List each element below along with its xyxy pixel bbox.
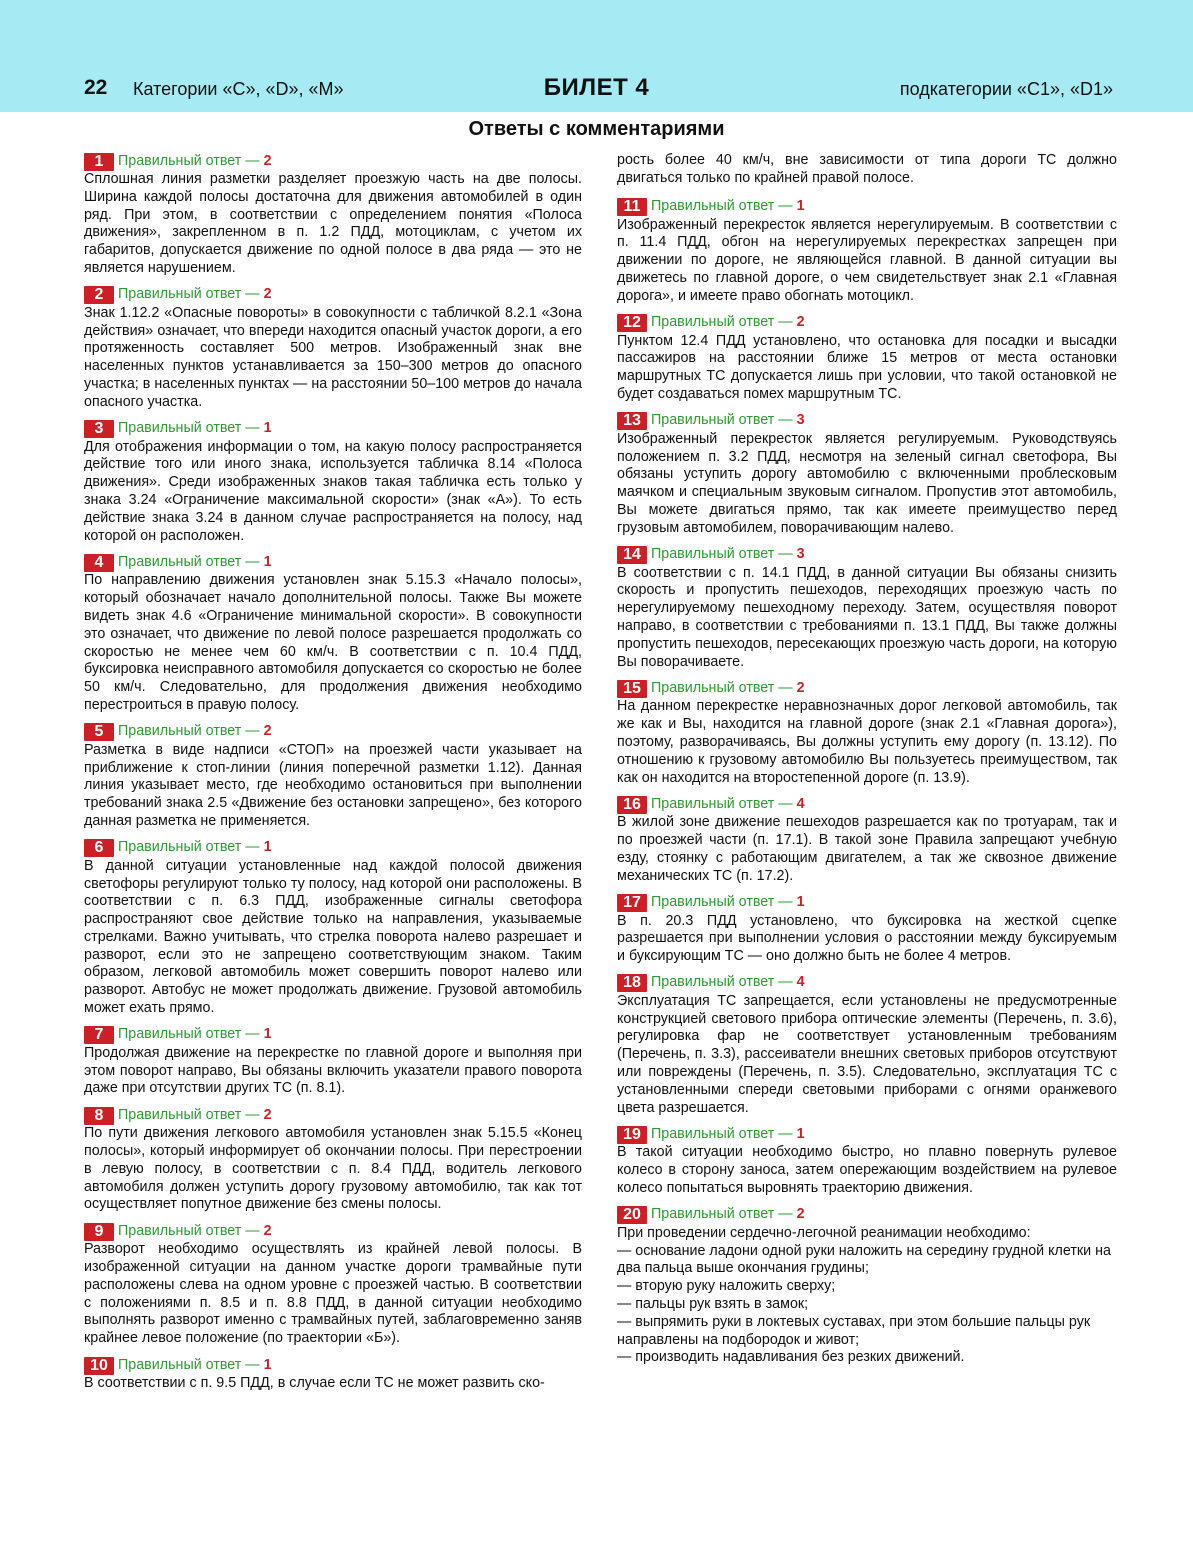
answer-label: Правильный ответ — bbox=[118, 723, 260, 740]
answer-item bbox=[617, 1206, 1117, 1367]
answer-comment: В соответствии с п. 9.5 ПДД, в случае если ТС не может развить ско- bbox=[84, 1375, 545, 1392]
question-number-badge: 16 bbox=[617, 796, 647, 814]
answer-item bbox=[84, 723, 582, 831]
question-number-badge: 9 bbox=[84, 1223, 114, 1241]
answer-label: Правильный ответ — bbox=[118, 839, 260, 856]
right-column bbox=[617, 152, 1117, 1375]
answer-value: 2 bbox=[263, 723, 272, 740]
answer-label: Правильный ответ — bbox=[651, 412, 793, 429]
question-number-badge: 2 bbox=[84, 286, 114, 304]
answer-comment: В данной ситуации установленные над каждой полосой движения светофоры регулируют только ту полосу, над которой они расположены. В соответствии с п. 6.3 ПДД, изображенные сигналы светофора распространяют свое действие только на направления, указываемые стрелками. Важно учитывать, что стрелка поворота налево разрешает и разворот, если это не запрещено соответствующим знаком. Таким образом, легковой автомобиль может совершить поворот налево или разворот. Автобус не может продолжать движение. Грузовой автомобиль может ехать прямо. bbox=[84, 857, 582, 1017]
answer-value: 1 bbox=[263, 1026, 272, 1043]
question-number-badge: 10 bbox=[84, 1357, 114, 1375]
cpr-step: — вторую руку наложить сверху; bbox=[617, 1278, 836, 1295]
answer-label: Правильный ответ — bbox=[118, 1026, 260, 1043]
answer-label: Правильный ответ — bbox=[651, 679, 793, 696]
answer-value: 1 bbox=[796, 198, 805, 215]
answer-label: Правильный ответ — bbox=[118, 286, 260, 303]
answer-value: 1 bbox=[263, 553, 272, 570]
answer-item bbox=[617, 679, 1117, 787]
question-number-badge: 1 bbox=[84, 153, 114, 171]
cpr-step: — выпрямить руки в локтевых суставах, при этом большие пальцы рук направлены на подбородок и живот; bbox=[617, 1313, 1091, 1348]
question-number-badge: 14 bbox=[617, 546, 647, 564]
answer-comment: Эксплуатация ТС запрещается, если установлены не предусмотренные конструкцией светового прибора оптические элементы (Перечень, п. 3.6), регулировка фар не соответствует установленным требованиям (Перечень, п. 3.3), рассеиватели внешних световых приборов отсутствуют или повреждены (Перечень, п. 3.5). Следовательно, эксплуатация ТС с установленными спереди световыми приборами с огнями оранжевого цвета разрешается. bbox=[617, 992, 1117, 1116]
answer-comment: На данном перекрестке неравнозначных дорог легковой автомобиль, так же как и Вы, находится на главной дороге (знак 2.1 «Главная дорога»), поэтому, разворачиваясь, Вы должны уступить ему дорогу (п. 13.12). По отношению к грузовому автомобилю Вы пользуетесь преимуществом, так как он находится на второстепенной дороге (п. 13.9). bbox=[617, 698, 1117, 786]
question-number-badge: 7 bbox=[84, 1026, 114, 1044]
question-number-badge: 8 bbox=[84, 1107, 114, 1125]
answer-item bbox=[617, 974, 1117, 1118]
answer-item bbox=[84, 1222, 582, 1348]
answer-item bbox=[84, 420, 582, 546]
answer-label: Правильный ответ — bbox=[651, 894, 793, 911]
cpr-step: — пальцы рук взять в замок; bbox=[617, 1296, 809, 1313]
left-column bbox=[84, 152, 582, 1401]
answer-item bbox=[84, 839, 582, 1018]
answer-value: 1 bbox=[796, 1126, 805, 1143]
answer-item bbox=[84, 1026, 582, 1098]
answer-comment: При проведении сердечно-легочной реанимации необходимо: bbox=[617, 1224, 1031, 1241]
page-header bbox=[0, 0, 1193, 112]
answer-label: Правильный ответ — bbox=[651, 795, 793, 812]
answer-value: 1 bbox=[263, 420, 272, 437]
cpr-step: — производить надавливания без резких движений. bbox=[617, 1349, 965, 1366]
answer-value: 2 bbox=[263, 152, 272, 169]
categories-left: Категории «С», «D», «М» bbox=[133, 79, 344, 99]
answer-item bbox=[617, 198, 1117, 306]
answer-value: 2 bbox=[796, 314, 805, 331]
question-number-badge: 4 bbox=[84, 554, 114, 572]
answer-label: Правильный ответ — bbox=[651, 546, 793, 563]
question-number-badge: 13 bbox=[617, 412, 647, 430]
answer-value: 4 bbox=[796, 974, 805, 991]
answer-value: 3 bbox=[796, 546, 805, 563]
answer-value: 1 bbox=[263, 1356, 272, 1373]
answer-item bbox=[84, 152, 582, 278]
answer-comment: По направлению движения установлен знак 5.15.3 «Начало полосы», который обозначает начало дополнительной полосы. Также Вы можете видеть знак 4.6 «Ограничение минимальной скорости». В совокупности это означает, что движение по левой полосе разрешается продолжать со скоростью не менее чем 60 км/ч. В соответствии с п. 10.4 ПДД, буксировка неисправного автомобиля допускается со скоростью не более 50 км/ч. Следовательно, для продолжения движения необходимо перестроиться в правую полосу. bbox=[84, 572, 582, 713]
answer-value: 3 bbox=[796, 412, 805, 429]
question-number-badge: 17 bbox=[617, 894, 647, 912]
answer-comment: Продолжая движение на перекрестке по главной дороге и выполняя при этом поворот направо, Вы обязаны включить указатели правого поворота даже при отсутствии других ТС (п. 8.1). bbox=[84, 1044, 582, 1097]
answer-comment: Пунктом 12.4 ПДД установлено, что остановка для посадки и высадки пассажиров на расстоянии ближе 15 метров от места остановки маршрутных ТС допускается лишь при условии, что такой остановкой не будет создаваться помех маршрутным ТС. bbox=[617, 332, 1117, 402]
answer-value: 1 bbox=[263, 839, 272, 856]
answer-label: Правильный ответ — bbox=[651, 1126, 793, 1143]
answer-label: Правильный ответ — bbox=[651, 1206, 793, 1223]
answer-item bbox=[84, 1106, 582, 1214]
answer-item bbox=[617, 894, 1117, 966]
answer-label: Правильный ответ — bbox=[118, 1222, 260, 1239]
answer-comment: Изображенный перекресток является нерегулируемым. В соответствии с п. 11.4 ПДД, обгон на нерегулируемых перекрестках запрещен при движении по дороге, не являющейся главной. В данной ситуации вы движетесь по главной дороге, о чем свидетельствует знак 2.1 «Главная дорога», и имеете право обогнать мотоцикл. bbox=[617, 216, 1117, 304]
question-number-badge: 12 bbox=[617, 314, 647, 332]
answer-label: Правильный ответ — bbox=[651, 198, 793, 215]
categories-right: подкатегории «С1», «D1» bbox=[899, 79, 1113, 99]
answer-comment: Знак 1.12.2 «Опасные повороты» в совокупности с табличкой 8.2.1 «Зона действия» означает, что впереди находится опасный участок дороги, а его протяженность составляет 500 метров. Изображенный знак вне населенных пунктов устанавливается за 150–300 метров до опасного участка; в населенных пунктах — на расстоянии 50–100 метров до начала опасного участка. bbox=[84, 304, 582, 410]
answer-value: 2 bbox=[263, 1222, 272, 1239]
answer-comment: В п. 20.3 ПДД установлено, что буксировка на жесткой сцепке разрешается при выполнении условия о расстоянии между буксируемым и буксирующим ТС — оно должно быть не более 4 метров. bbox=[617, 912, 1117, 965]
answer-value: 2 bbox=[796, 679, 805, 696]
answer-comment: В жилой зоне движение пешеходов разрешается как по тротуарам, так и по проезжей части (п. 17.1). В такой зоне Правила запрещают учебную езду, стоянку с работающим двигателем, а так же сквозное движение механических ТС (п. 17.2). bbox=[617, 814, 1117, 884]
answer-item bbox=[617, 412, 1117, 538]
answer-comment: В соответствии с п. 14.1 ПДД, в данной ситуации Вы обязаны снизить скорость и пропустить пешеходов, переходящих проезжую часть по нерегулируемому пешеходному переходу. Затем, осуществляя поворот направо, в соответствии с требованиями п. 13.1 ПДД, Вы также должны пропустить пешеходов, пересекающих проезжую часть дороги, на которую Вы поворачиваете. bbox=[617, 564, 1117, 670]
question-number-badge: 6 bbox=[84, 839, 114, 857]
question-number-badge: 15 bbox=[617, 680, 647, 698]
cpr-step: — основание ладони одной руки наложить на середину грудной клетки на два пальца выше окончания грудины; bbox=[617, 1242, 1111, 1277]
answer-label: Правильный ответ — bbox=[118, 553, 260, 570]
question-number-badge: 5 bbox=[84, 723, 114, 741]
answer-comment: Сплошная линия разметки разделяет проезжую часть на две полосы. Ширина каждой полосы достаточна для движения автомобилей в один ряд. При этом, в соответствии с определением понятия «Полоса движения», закрепленном в п. 1.2 ПДД, мотоциклам, с учетом их габаритов, допускается движение по одной полосе в два ряда — это не является нарушением. bbox=[84, 171, 582, 276]
answer-item bbox=[617, 1125, 1117, 1197]
question-number-badge: 11 bbox=[617, 198, 647, 216]
answer-label: Правильный ответ — bbox=[651, 314, 793, 331]
answer-comment-continuation: рость более 40 км/ч, вне зависимости от типа дороги ТС должно двигаться только по крайней правой полосе. bbox=[617, 152, 1117, 186]
answer-comment: Изображенный перекресток является регулируемым. Руководствуясь положением п. 3.2 ПДД, несмотря на зеленый сигнал светофора, Вы обязаны уступить дорогу автомобилю с включенными проблесковым маячком и специальным звуковым сигналом. Пропустив этот автомобиль, Вы можете двигаться прямо, так как имеете преимущество перед грузовым автомобилем, поворачивающим налево. bbox=[617, 430, 1117, 536]
answer-item bbox=[617, 795, 1117, 885]
answer-label: Правильный ответ — bbox=[118, 420, 260, 437]
page-number: 22 bbox=[84, 76, 108, 99]
answer-item bbox=[84, 1356, 582, 1393]
answer-value: 2 bbox=[263, 286, 272, 303]
answer-label: Правильный ответ — bbox=[118, 152, 260, 169]
answer-item bbox=[84, 553, 582, 714]
answer-comment: Разметка в виде надписи «СТОП» на проезжей части указывает на приближение к стоп-линии (линия поперечной разметки 1.12). Данная линия указывает место, где необходимо остановиться при выполнении требований знака 2.5 «Движение без остановки запрещено», без которого данная разметка не применяется. bbox=[84, 741, 582, 829]
answer-comment: Для отображения информации о том, на какую полосу распространяется действие того или иного знака, используется табличка 8.14 «Полоса движения». Среди изображенных знаков такая табличка есть только у знака 3.24 «Ограничение максимальной скорости» (знак «А»). То есть действие знака 3.24 в данном случае распространяется на полосу, над которой он расположен. bbox=[84, 438, 582, 544]
answer-value: 2 bbox=[263, 1106, 272, 1123]
answer-item bbox=[617, 546, 1117, 672]
question-number-badge: 19 bbox=[617, 1126, 647, 1144]
answer-item bbox=[84, 286, 582, 412]
question-number-badge: 3 bbox=[84, 420, 114, 438]
answer-label: Правильный ответ — bbox=[118, 1356, 260, 1373]
answer-label: Правильный ответ — bbox=[651, 974, 793, 991]
answer-comment: В такой ситуации необходимо быстро, но плавно повернуть рулевое колесо в сторону заноса, затем опережающим воздействием на рулевое колесо попытаться выровнять траекторию движения. bbox=[617, 1144, 1117, 1197]
answer-value: 2 bbox=[796, 1206, 805, 1223]
answer-value: 4 bbox=[796, 795, 805, 812]
question-number-badge: 20 bbox=[617, 1206, 647, 1224]
answer-item bbox=[617, 314, 1117, 404]
section-title: Ответы с комментариями bbox=[468, 118, 725, 140]
answer-comment: Разворот необходимо осуществлять из крайней левой полосы. В изображенной ситуации на данном участке дороги трамвайные пути расположены слева на одном уровне с проезжей частью. В соответствии с положениями п. 8.5 и п. 8.8 ПДД, в данной ситуации необходимо выполнять разворот именно с трамвайных путей, заблаговременно заняв крайнее левое положение (по траектории «Б»). bbox=[84, 1241, 582, 1347]
question-number-badge: 18 bbox=[617, 974, 647, 992]
ticket-title: БИЛЕТ 4 bbox=[543, 74, 650, 101]
answer-label: Правильный ответ — bbox=[118, 1106, 260, 1123]
answer-comment: По пути движения легкового автомобиля установлен знак 5.15.5 «Конец полосы», который информирует об окончании полосы. При перестроении в левую полосу, в соответствии с п. 8.4 ПДД, водитель легкового автомобиля должен уступить дорогу грузовому автомобилю, так как тот осуществляет попутное движение без смены полосы. bbox=[84, 1125, 582, 1213]
answer-value: 1 bbox=[796, 894, 805, 911]
